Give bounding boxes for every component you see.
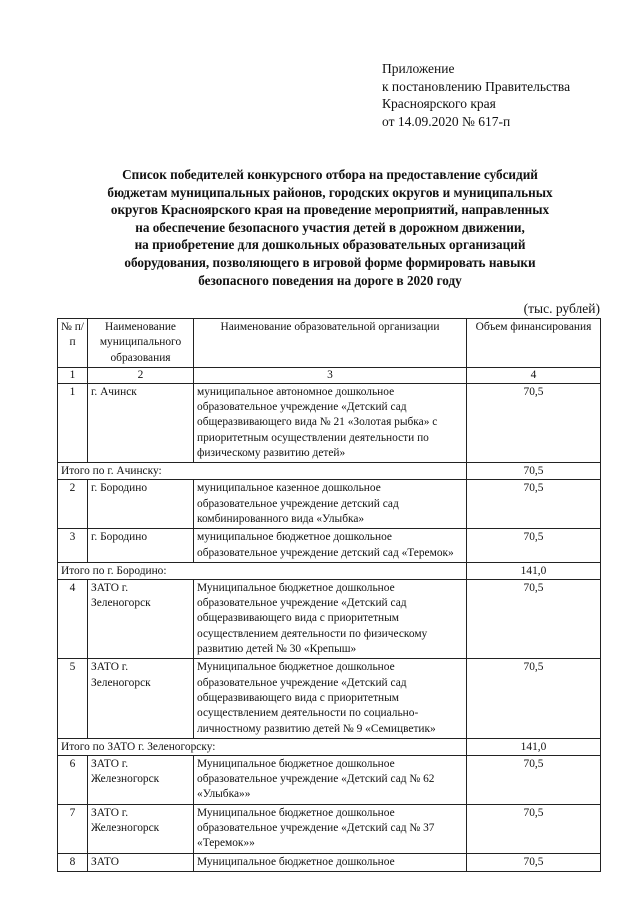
row-municipality: ЗАТО г. Зеленогорск: [88, 659, 194, 738]
row-amount: 70,5: [467, 853, 601, 871]
units-label: (тыс. рублей): [523, 301, 600, 316]
row-organization: Муниципальное бюджетное дошкольное образовательное учреждение «Детский сад № 37 «Теремок»»: [194, 804, 467, 853]
subtotal-row: [58, 463, 601, 480]
table-row: [58, 755, 601, 804]
row-amount: 70,5: [467, 804, 601, 853]
table-row: [58, 480, 601, 529]
row-organization: Муниципальное бюджетное дошкольное образовательное учреждение «Детский сад № 62 «Улыбка»»: [194, 755, 467, 804]
subtotal-amount: 70,5: [467, 463, 601, 480]
table-row: [58, 529, 601, 563]
row-municipality: ЗАТО: [88, 853, 194, 871]
title-line: Список победителей конкурсного отбора на предоставление субсидий: [122, 167, 538, 182]
row-number: 7: [58, 804, 88, 853]
row-number: 1: [58, 383, 88, 462]
column-number: 4: [467, 367, 601, 383]
appendix-line: Приложение: [382, 61, 455, 76]
title-line: на обеспечение безопасного участия детей в дорожном движении,: [135, 219, 525, 235]
row-amount: 70,5: [467, 659, 601, 738]
row-number: 3: [58, 529, 88, 563]
subtotal-row: [58, 562, 601, 579]
column-number: 2: [88, 367, 194, 383]
subtotal-row: [58, 738, 601, 755]
winners-table: [57, 318, 601, 872]
title-line: на приобретение для дошкольных образовательных организаций: [134, 237, 526, 253]
subtotal-label: Итого по ЗАТО г. Зеленогорску:: [58, 738, 467, 755]
appendix-line: от 14.09.2020 № 617-п: [382, 113, 511, 129]
row-municipality: ЗАТО г. Железногорск: [88, 755, 194, 804]
row-organization: Муниципальное бюджетное дошкольное образовательное учреждение «Детский сад общеразвивающего вида с приоритетным осуществлением деятельности по физическому развитию детей № 30 «Крепыш»: [194, 579, 467, 658]
table-row: [58, 659, 601, 738]
title-line: безопасного поведения на дороге в 2020 году: [198, 272, 462, 288]
table-header-row: [58, 319, 601, 368]
subtotal-label: Итого по г. Ачинску:: [58, 463, 467, 480]
header-num: № п/п: [58, 319, 88, 368]
row-amount: 70,5: [467, 480, 601, 529]
row-amount: 70,5: [467, 579, 601, 658]
row-organization: Муниципальное бюджетное дошкольное образовательное учреждение «Детский сад общеразвивающего вида с приоритетным осуществлением деятельности по социально-личностному развитию детей № 9 «Семицветик»: [194, 659, 467, 738]
header-organization: Наименование образовательной организации: [194, 319, 467, 368]
row-municipality: ЗАТО г. Железногорск: [88, 804, 194, 853]
row-municipality: г. Бородино: [88, 529, 194, 563]
appendix-block: [382, 60, 570, 130]
subtotal-amount: 141,0: [467, 562, 601, 579]
row-municipality: ЗАТО г. Зеленогорск: [88, 579, 194, 658]
appendix-line: к постановлению Правительства: [382, 78, 571, 94]
row-municipality: г. Ачинск: [88, 383, 194, 462]
table-row: [58, 853, 601, 871]
row-amount: 70,5: [467, 383, 601, 462]
row-amount: 70,5: [467, 529, 601, 563]
column-number: 3: [194, 367, 467, 383]
table-row: [58, 579, 601, 658]
row-amount: 70,5: [467, 755, 601, 804]
document-title: [60, 166, 600, 289]
row-organization: Муниципальное бюджетное дошкольное: [194, 853, 467, 871]
row-organization: муниципальное бюджетное дошкольное образовательное учреждение детский сад «Теремок»: [194, 529, 467, 563]
column-number: 1: [58, 367, 88, 383]
row-organization: муниципальное казенное дошкольное образовательное учреждение детский сад комбинированного вида «Улыбка»: [194, 480, 467, 529]
subtotal-label: Итого по г. Бородино:: [58, 562, 467, 579]
header-municipality: Наименование муниципального образования: [88, 319, 194, 368]
subtotal-amount: 141,0: [467, 738, 601, 755]
column-number-row: [58, 367, 601, 383]
row-number: 2: [58, 480, 88, 529]
row-municipality: г. Бородино: [88, 480, 194, 529]
row-organization: муниципальное автономное дошкольное образовательное учреждение «Детский сад общеразвивающего вида № 21 «Золотая рыбка» с приоритетным осуществлении деятельности по физическому развитию детей»: [194, 383, 467, 462]
header-amount: Объем финансирования: [467, 319, 601, 368]
title-line: округов Красноярского края на проведение мероприятий, направленных: [110, 202, 550, 218]
table-row: [58, 804, 601, 853]
row-number: 5: [58, 659, 88, 738]
row-number: 8: [58, 853, 88, 871]
title-line: оборудования, позволяющего в игровой форме формировать навыки: [124, 254, 536, 270]
table-row: [58, 383, 601, 462]
row-number: 6: [58, 755, 88, 804]
row-number: 4: [58, 579, 88, 658]
appendix-line: Красноярского края: [382, 96, 496, 111]
title-line: бюджетам муниципальных районов, городских округов и муниципальных: [107, 184, 553, 200]
